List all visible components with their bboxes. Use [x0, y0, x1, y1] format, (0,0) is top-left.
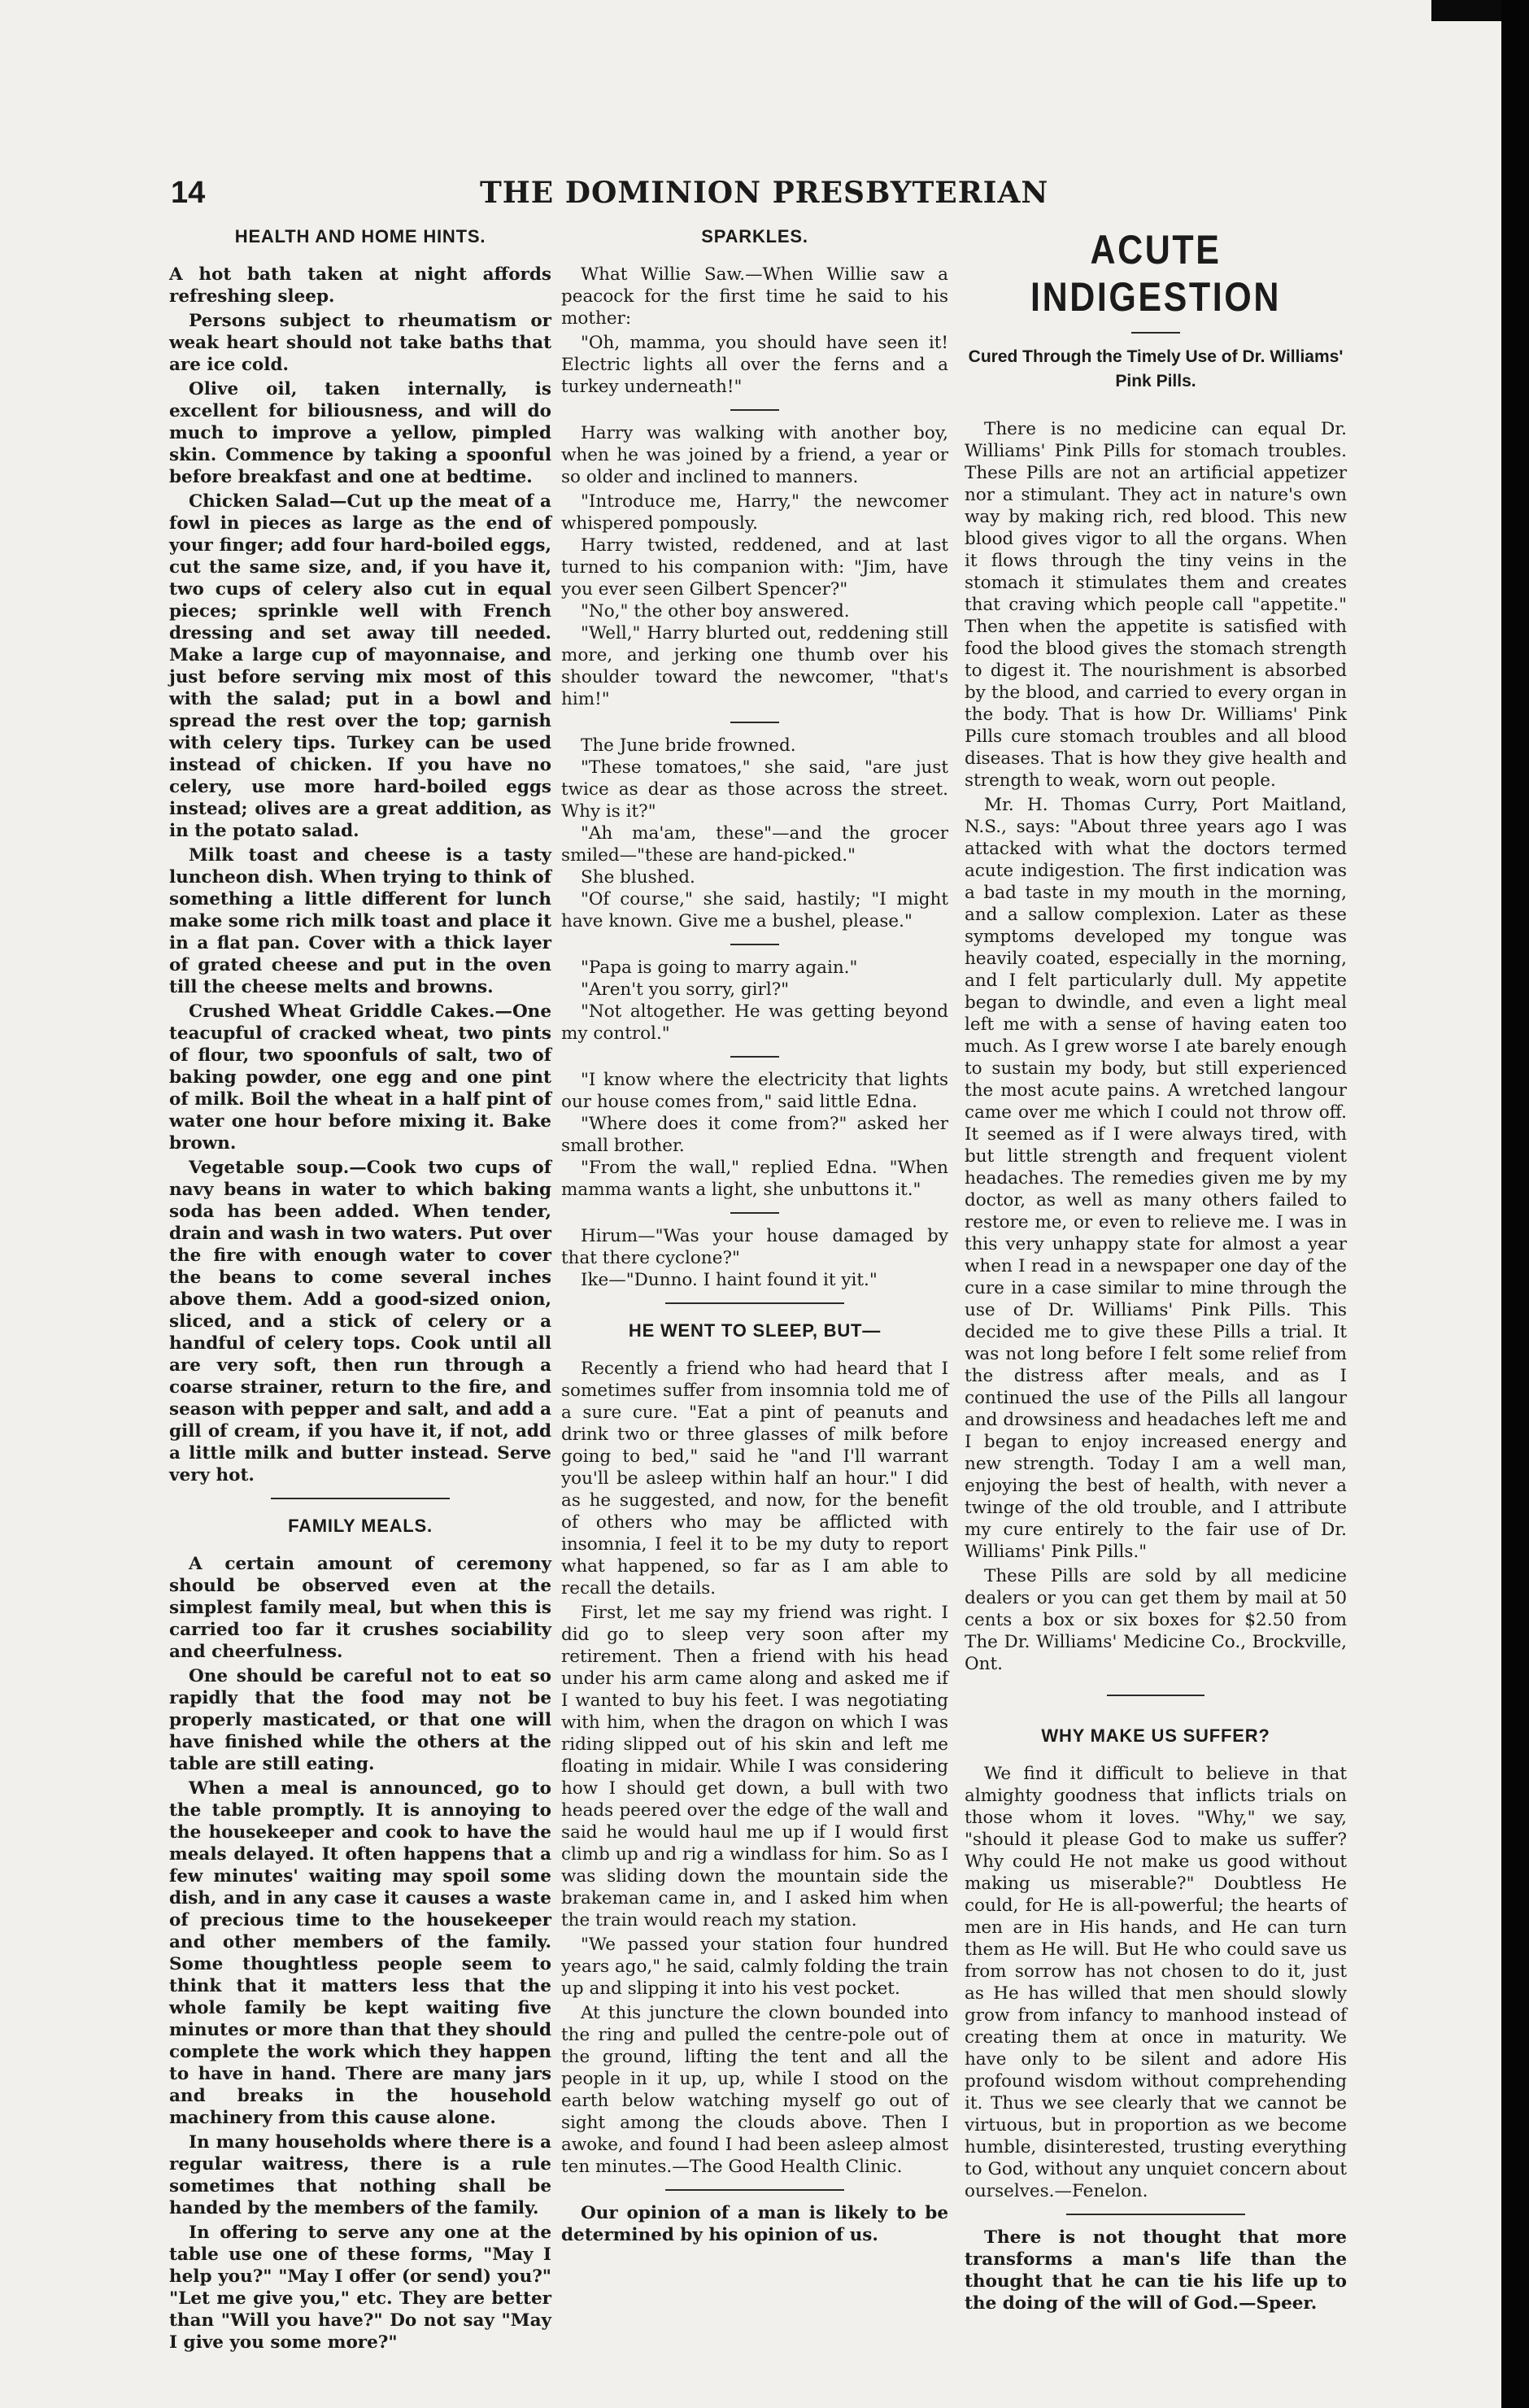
column-2 — [561, 226, 948, 2249]
paragraph: There is no medicine can equal Dr. Williams' Pink Pills for stomach troubles. These Pills are not an artificial appetizer nor a stimulant. They act in nature's own way by making rich, red blood. This new blood gives vigor to all the organs. When it flows through the tiny veins in the stomach it stimulates them and creates that craving which people call "appetite." Then when the appetite is satisfied with food the blood gives the stomach strength to digest it. The nourishment is absorbed by the blood, and carried to every organ in the body. That is how Dr. Williams' Pink Pills cure stomach troubles and all blood diseases. That is how they give health and strength to weak, worn out people. — [965, 419, 1347, 791]
paragraph: These Pills are sold by all medicine dealers or you can get them by mail at 50 cents a box or six boxes for $2.50 from The Dr. Williams' Medicine Co., Brockville, Ont. — [965, 1566, 1347, 1674]
divider — [1131, 332, 1180, 334]
publication-title: THE DOMINION PRESBYTERIAN — [480, 176, 1049, 210]
divider — [730, 1056, 779, 1058]
paragraph: One should be careful not to eat so rapidly that the food may not be properly masticated, or that one will have finished while the others at the table are still eating. — [169, 1666, 551, 1774]
paragraph: Our opinion of a man is likely to be determined by his opinion of us. — [561, 2203, 948, 2245]
paragraph: "We passed your station four hundred years ago," he said, calmly folding the train up and slipping it into his vest pocket. — [561, 1935, 948, 1999]
paragraph: "Oh, mamma, you should have seen it! Electric lights all over the ferns and a turkey underneath!" — [561, 333, 948, 397]
paragraph: Olive oil, taken internally, is excellent for biliousness, and will do much to improve a yellow, pimpled skin. Commence by taking a spoonful before breakfast and one at bedtime. — [169, 379, 551, 487]
paragraph: "Not altogether. He was getting beyond my control." — [561, 1001, 948, 1044]
paragraph: Ike—"Dunno. I haint found it yit." — [581, 1270, 878, 1290]
divider — [730, 409, 779, 411]
paragraph: In offering to serve any one at the table use one of these forms, "May I help you?" "May I offer (or send) you?" "Let me give you," etc. They are better than "Will you have?" Do not say "May I give you some more?" — [169, 2223, 551, 2353]
paragraph: Persons subject to rheumatism or weak heart should not take baths that are ice cold. — [169, 311, 551, 375]
paragraph: "I know where the electricity that lights our house comes from," said little Edna. — [561, 1070, 948, 1112]
divider — [730, 1212, 779, 1214]
divider — [665, 2189, 844, 2191]
subheadline: Cured Through the Timely Use of Dr. Williams' Pink Pills. — [968, 347, 1344, 390]
section-title-sparkles: SPARKLES. — [701, 226, 808, 246]
paragraph: She blushed. — [581, 867, 695, 888]
divider — [1107, 1695, 1204, 1696]
paragraph: What Willie Saw.—When Willie saw a peacock for the first time he said to his mother: — [561, 264, 948, 329]
paragraph: Recently a friend who had heard that I sometimes suffer from insomnia told me of a sure cure. "Eat a pint of peanuts and drink two or three glasses of milk before going to bed," said he "and I'll warrant you'll be asleep within half an hour." I did as he suggested, and now, for the benefit of others who may be afflicted with insomnia, I feel it to be my duty to report what happened, so far as I am able to recall the details. — [561, 1359, 948, 1599]
page-header — [171, 176, 1049, 216]
section-title-why-make-us-suffer: WHY MAKE US SUFFER? — [1041, 1725, 1270, 1746]
paragraph: "Well," Harry blurted out, reddening still more, and jerking one thumb over his shoulder toward the newcomer, "that's him!" — [561, 623, 948, 709]
headline-acute-indigestion: ACUTE INDIGESTION — [1030, 227, 1281, 320]
paragraph: The June bride frowned. — [581, 735, 796, 756]
paragraph: Chicken Salad—Cut up the meat of a fowl in pieces as large as the end of your finger; add four hard-boiled eggs, cut the same size, and, if you have it, two cups of celery also cut in equal pieces; sprinkle well with French dressing and set away till needed. Make a large cup of mayonnaise, and just before serving mix most of this with the salad; put in a bowl and spread the rest over the top; garnish with celery tips. Turkey can be used instead of chicken. If you have no celery, use more hard-boiled eggs instead; olives are a great addition, as in the potato salad. — [169, 491, 551, 841]
divider — [271, 1498, 450, 1499]
section-title-family-meals: FAMILY MEALS. — [288, 1516, 433, 1536]
paragraph: "Introduce me, Harry," the newcomer whispered pompously. — [561, 491, 948, 534]
paragraph: Milk toast and cheese is a tasty luncheon dish. When trying to think of something a little different for lunch make some rich milk toast and place it in a flat pan. Cover with a thick layer of grated cheese and put in the oven till the cheese melts and browns. — [169, 845, 551, 997]
paragraph: First, let me say my friend was right. I did go to sleep very soon after my retirement. Then a friend with his head under his arm came along and asked me if I wanted to buy his feet. I was negotiating with him, when the dragon on which I was riding slipped out of his skin and left me floating in midair. While I was considering how I should get down, a bull with two heads peered over the edge of the wall and said he would haul me up if I would first climb up and rig a windlass for him. So as I was sliding down the mountain side the brakeman came in, and I asked him when the train would reach my station. — [561, 1603, 948, 1930]
section-title-health-hints: HEALTH AND HOME HINTS. — [234, 226, 486, 246]
paragraph: When a meal is announced, go to the table promptly. It is annoying to the housekeeper and cook to have the meals delayed. It often happens that a few minutes' waiting may spoil some dish, and in any case it causes a waste of precious time to the housekeeper and other members of the family. Some thoughtless people seem to think that it matters less that the whole family be kept waiting five minutes or more than that they should complete the work which they happen to have in hand. There are many jars and breaks in the household machinery from this cause alone. — [169, 1778, 551, 2128]
column-3 — [965, 226, 1347, 2317]
column-1 — [169, 226, 551, 2356]
paragraph: A hot bath taken at night affords refreshing sleep. — [169, 264, 551, 307]
paragraph: We find it difficult to believe in that almighty goodness that inflicts trials on those whom it loves. "Why," we say, "should it please God to make us suffer? Why could He not make us good without making us miserable?" Doubtless He could, for He is all-powerful; the hearts of men are in His hands, and He can turn them as He will. But He who could save us from sorrow has not chosen to do it, just as He has willed that men should slowly grow from infancy to manhood instead of creating them at once in maturity. We have only to be silent and adore His profound wisdom without comprehending it. Thus we see clearly that we cannot be virtuous, but in proportion as we become humble, disinterested, trusting everything to God, without any unquiet concern about ourselves.—Fenelon. — [965, 1764, 1347, 2201]
paragraph: "These tomatoes," she said, "are just twice as dear as those across the street. Why is it?" — [561, 757, 948, 822]
paragraph: Harry twisted, reddened, and at last turned to his companion with: "Jim, have you ever seen Gilbert Spencer?" — [561, 535, 948, 600]
paragraph: "Of course," she said, hastily; "I might have known. Give me a bushel, please." — [561, 889, 948, 931]
paragraph: A certain amount of ceremony should be observed even at the simplest family meal, but when this is carried too far it crushes sociability and cheerfulness. — [169, 1554, 551, 1662]
paragraph: In many households where there is a regular waitress, there is a rule sometimes that nothing shall be handed by the members of the family. — [169, 2132, 551, 2218]
paragraph: There is not thought that more transforms a man's life than the thought that he can tie his life up to the doing of the will of God.—Speer. — [965, 2227, 1347, 2314]
paragraph: Harry was walking with another boy, when he was joined by a friend, a year or so older and inclined to manners. — [561, 423, 948, 487]
paragraph: "Ah ma'am, these"—and the grocer smiled—"these are hand-picked." — [561, 823, 948, 866]
paragraph: Crushed Wheat Griddle Cakes.—One teacupful of cracked wheat, two pints of flour, two spoonfuls of salt, two of baking powder, one egg and one pint of milk. Boil the wheat in a half pint of water one hour before mixing it. Bake brown. — [169, 1001, 551, 1154]
divider — [730, 944, 779, 945]
paragraph: "Where does it come from?" asked her small brother. — [561, 1114, 948, 1156]
paragraph: Hirum—"Was your house damaged by that there cyclone?" — [561, 1226, 948, 1268]
scan-edge — [1501, 0, 1529, 2408]
paragraph: "Aren't you sorry, girl?" — [581, 979, 790, 1000]
divider — [1066, 2214, 1245, 2215]
paragraph: Vegetable soup.—Cook two cups of navy beans in water to which baking soda has been added. When tender, drain and wash in two waters. Put over the fire with enough water to cover the beans to come several inches above them. Add a good-sized onion, sliced, and a stick of celery or a handful of celery tops. Cook until all are very soft, then run through a coarse strainer, return to the fire, and season with pepper and salt, and add a gill of cream, if you have it, if not, add a little milk and butter instead. Serve very hot. — [169, 1158, 551, 1485]
paragraph: Mr. H. Thomas Curry, Port Maitland, N.S., says: "About three years ago I was attacked with what the doctors termed acute indigestion. The first indication was a bad taste in my mouth in the morning, and a sallow complexion. Later as these symptoms developed my tongue was heavily coated, especially in the morning, and I felt particularly dull. My appetite began to dwindle, and even a light meal left me with a sense of having eaten too much. As I grew worse I ate barely enough to sustain my body, but still experienced the most acute pains. A wretched langour came over me which I could not throw off. It seemed as if I were always tired, with but little strength and frequent violent headaches. The remedies given me by my doctor, as well as many others failed to restore me, or even to relieve me. I was in this very unhappy state for almost a year when I read in a newspaper one day of the cure in a case similar to mine through the use of Dr. Williams' Pink Pills. This decided me to give these Pills a trial. It was not long before I felt some relief from the distress after meals, and as I continued the use of the Pills all langour and drowsiness and headaches left me and I began to enjoy increased energy and new strength. Today I am a well man, enjoying the best of health, with never a twinge of the old trouble, and I attribute my cure entirely to the fair use of Dr. Williams' Pink Pills." — [965, 795, 1347, 1562]
paragraph: "From the wall," replied Edna. "When mamma wants a light, she unbuttons it." — [561, 1158, 948, 1200]
divider — [730, 722, 779, 723]
paragraph: At this juncture the clown bounded into the ring and pulled the centre-pole out of the ground, lifting the tent and all the people in it up, up, while I stood on the earth below watching myself go out of sight among the clouds above. Then I awoke, and found I had been asleep almost ten minutes.—The Good Health Clinic. — [561, 2003, 948, 2177]
page-number: 14 — [171, 176, 206, 210]
divider — [665, 1302, 844, 1304]
paragraph: "No," the other boy answered. — [581, 601, 850, 622]
paragraph: "Papa is going to marry again." — [581, 958, 858, 978]
section-title-went-to-sleep: HE WENT TO SLEEP, BUT— — [628, 1320, 882, 1341]
